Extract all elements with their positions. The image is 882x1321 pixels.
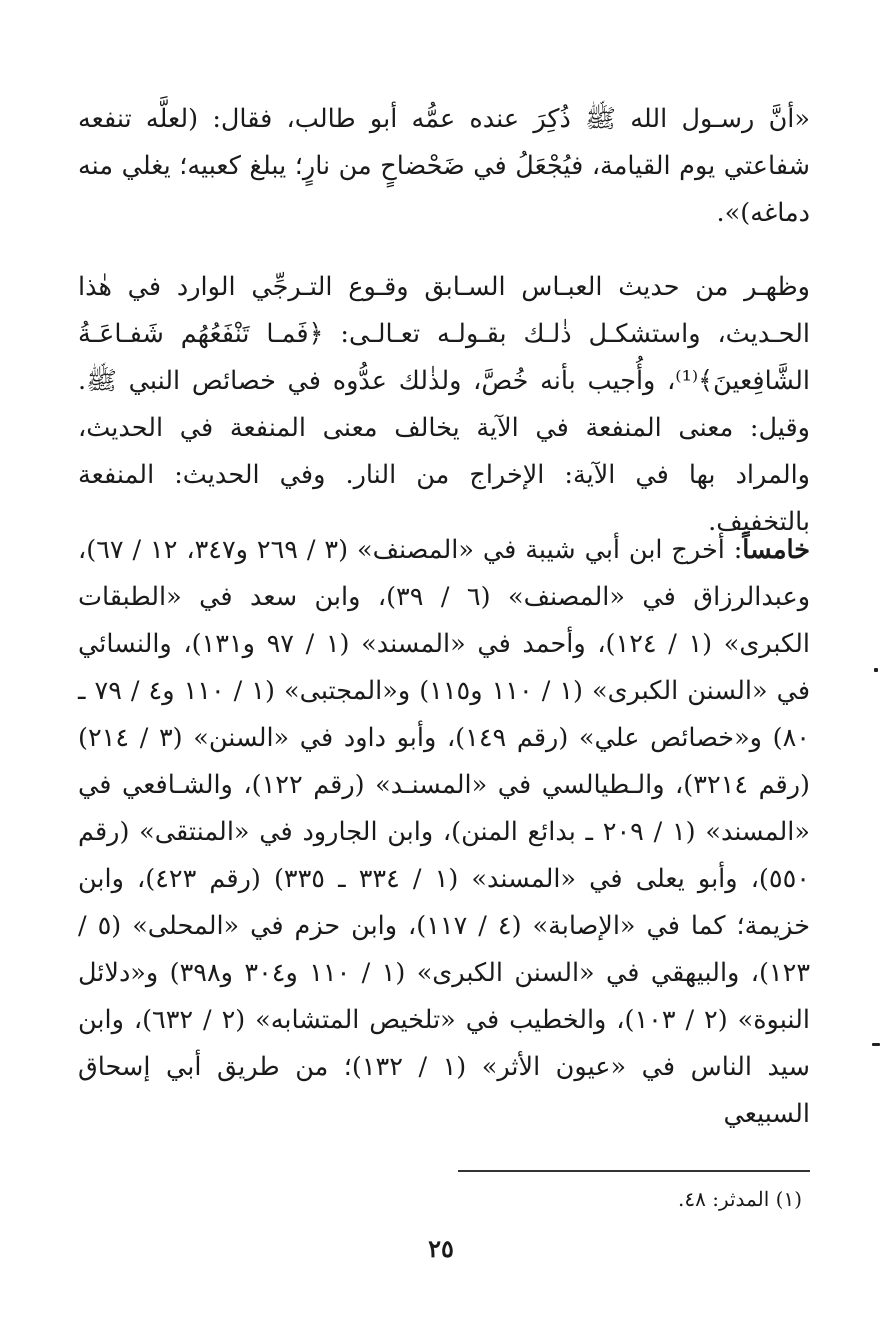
footnote: (١) المدثر: ٤٨. xyxy=(678,1187,802,1211)
paragraph-text: وظهـر من حديث العبـاس السـابق وقـوع التـرجِّي الوارد في هٰذا الحـديث، واستشكـل ذٰلـك بقـولـه تعـالـى: ﴿فَمـا تَنْفَعُهُم شَفـاعَـةُ الشَّافِعينَ﴾⁽¹⁾، وأُجيب بأنه خُصَّ، ولذٰلك عدُّوه في خصائص النبي ﷺ. وقيل: معنى المنفعة في الآية يخالف معنى المنفعة في الحديث، والمراد بها في الآية: الإخراج من النار. وفي الحديث: المنفعة بالتخفيف. xyxy=(78,272,810,537)
commentary-paragraph xyxy=(78,264,810,546)
paragraph-text: : أخرج ابن أبي شيبة في «المصنف» (٣ / ٢٦٩ و٣٤٧، ١٢ / ٦٧)، وعبدالرزاق في «المصنف» (٦ / ٣٩)، وابن سعد في «الطبقات الكبرى» (١ / ١٢٤)، وأحمد في «المسند» (١ / ٩٧ و١٣١)، والنسائي في «السنن الكبرى» (١ / ١١٠ و١١٥) و«المجتبى» (١ / ١١٠ و٤ / ٧٩ ـ ٨٠) و«خصائص علي» (رقم ١٤٩)، وأبو داود في «السنن» (٣ / ٢١٤) (رقم ٣٢١٤)، والـطيالسي في «المسنـد» (رقم ١٢٢)، والشـافعي في «المسند» (١ / ٢٠٩ ـ بدائع المنن)، وابن الجارود في «المنتقى» (رقم ٥٥٠)، وأبو يعلى في «المسند» (١ / ٣٣٤ ـ ٣٣٥) (رقم ٤٢٣)، وابن خزيمة؛ كما في «الإصابة» (٤ / ١١٧)، وابن حزم في «المحلى» (٥ / ١٢٣)، والبيهقي في «السنن الكبرى» (١ / ١١٠ و٣٠٤ و٣٩٨) و«دلائل النبوة» (٢ / ١٠٣)، والخطيب في «تلخيص المتشابه» (٢ / ٦٣٢)، وابن سيد الناس في «عيون الأثر» (١ / ١٣٢)؛ من طريق أبي إسحاق السبيعي xyxy=(78,535,811,1129)
scan-edge-mark xyxy=(872,1043,880,1046)
sources-paragraph xyxy=(78,527,810,1138)
footnote-divider xyxy=(458,1170,810,1172)
page-number: ٢٥ xyxy=(428,1234,454,1263)
section-lead-word: خامساً xyxy=(742,535,811,565)
hadith-paragraph xyxy=(78,96,810,237)
scan-edge-mark xyxy=(874,668,878,672)
paragraph-text: «أنَّ رسـول الله ﷺ ذُكِرَ عنده عمُّه أبو طالب، فقال: (لعلَّه تنفعه شفاعتي يوم القيامة، فيُجْعَلُ في ضَحْضاحٍ من نارٍ؛ يبلغ كعبيه؛ يغلي منه دماغه)». xyxy=(78,104,810,228)
